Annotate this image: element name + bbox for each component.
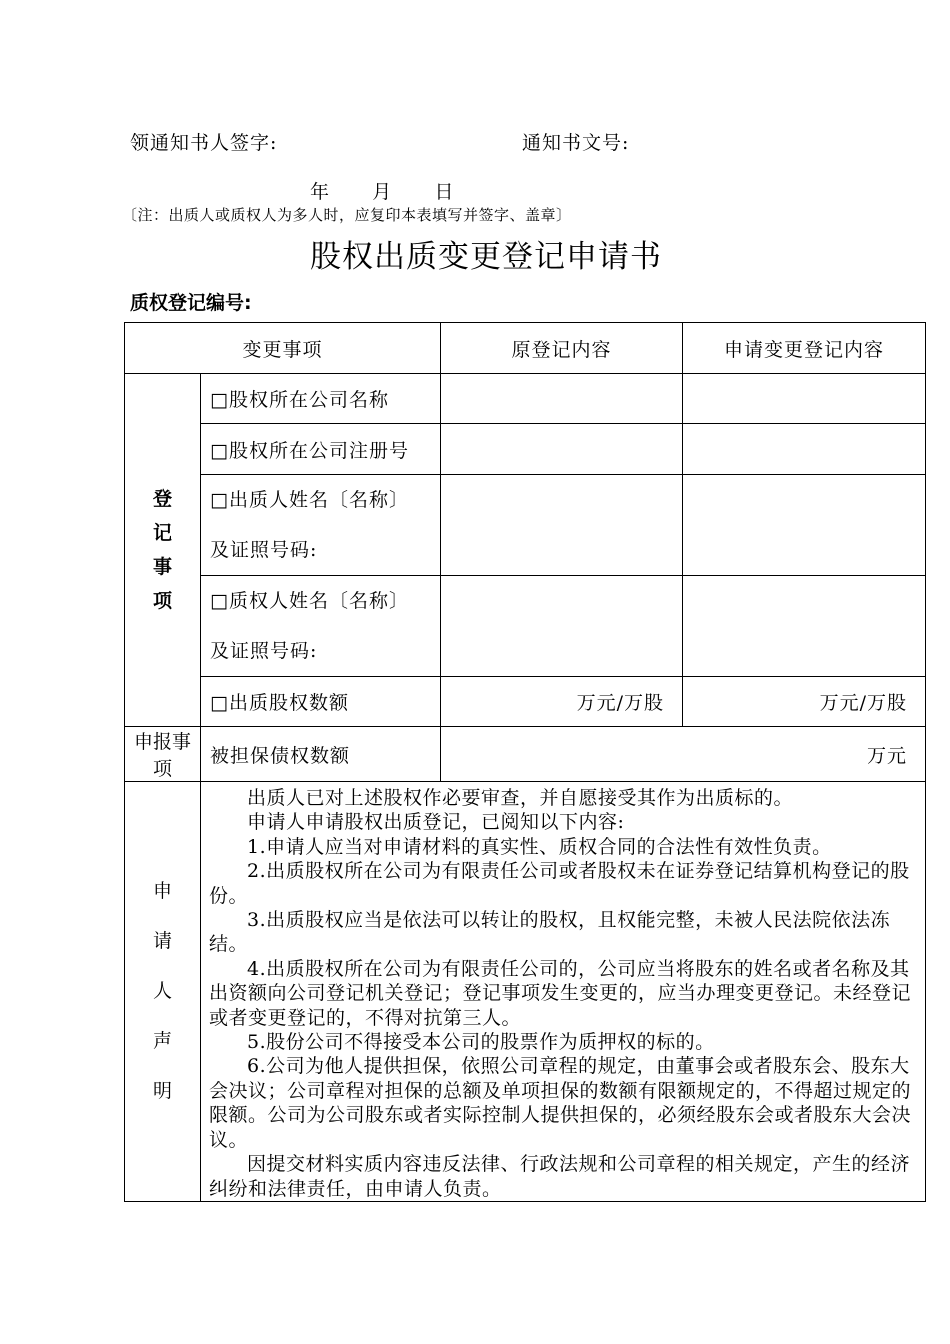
pledged-amount-label: □出质股权数额 [201,677,441,727]
header-new-content: 申请变更登记内容 [683,323,926,374]
header-change-item: 变更事项 [125,323,441,374]
recipient-signature-label: 领通知书人签字: [130,132,278,154]
company-name-new-cell[interactable] [683,374,926,424]
application-form-table [124,322,926,1202]
company-reg-no-new-cell[interactable] [683,424,926,475]
table-row [125,782,926,1202]
pledgee-label: □质权人姓名〔名称〕 及证照号码: [201,576,441,677]
pledged-amount-original-unit[interactable]: 万元/万股 [441,677,683,727]
pledged-amount-new-unit[interactable]: 万元/万股 [683,677,926,727]
declaration-paragraph: 1.申请人应当对申请材料的真实性、质权合同的合法性有效性负责。 [247,835,832,858]
table-row [125,677,926,727]
declaration-paragraph: 申请人申请股权出质登记，已阅知以下内容: [247,811,625,834]
table-header-row [125,323,926,374]
table-row [125,424,926,475]
date-line: 年 月 日 [310,181,455,203]
declaration-paragraph: 5.股份公司不得接受本公司的股票作为质押权的标的。 [247,1031,715,1054]
declaration-paragraph: 6.公司为他人提供担保，依照公司章程的规定，由董事会或者股东会、股东大会决议；公司章程对担保的总额及单项担保的数额有限额规定的，不得超过规定的限额。公司为公司股东或者实际控制人提供担保的，必须经股东会或者股东大会决议。 [209,1055,912,1151]
pledgor-label: □出质人姓名〔名称〕 及证照号码: [201,475,441,576]
secured-debt-label: 被担保债权数额 [201,727,441,782]
table-row [125,576,926,677]
declaration-paragraph: 2.出质股权所在公司为有限责任公司或者股权未在证券登记结算机构登记的股份。 [209,860,910,907]
company-reg-no-label: □股权所在公司注册号 [201,424,441,475]
registration-items-label: 登 记 事 项 [125,374,201,727]
note-text: 〔注：出质人或质权人为多人时，应复印本表填写并签字、盖章〕 [122,206,572,224]
declaration-text [201,782,926,1202]
notice-number-label: 通知书文号: [522,132,630,154]
table-row [125,727,926,782]
pledgee-original-cell[interactable] [441,576,683,677]
pledgor-original-cell[interactable] [441,475,683,576]
table-row [125,475,926,576]
company-reg-no-original-cell[interactable] [441,424,683,475]
pledgee-new-cell[interactable] [683,576,926,677]
company-name-label: □股权所在公司名称 [201,374,441,424]
declaration-paragraph: 出质人已对上述股权作必要审查，并自愿接受其作为出质标的。 [247,787,794,809]
report-item-label: 申报事项 [125,727,201,782]
company-name-original-cell[interactable] [441,374,683,424]
declaration-label: 申 请 人 声 明 [125,782,201,1202]
declaration-paragraph: 因提交材料实质内容违反法律、行政法规和公司章程的相关规定，产生的经济纠纷和法律责任，由申请人负责。 [209,1153,911,1200]
table-row [125,374,926,424]
pledgor-new-cell[interactable] [683,475,926,576]
page-title: 股权出质变更登记申请书 [310,239,662,275]
declaration-paragraph: 4.出质股权所在公司为有限责任公司的，公司应当将股东的姓名或者名称及其出资额向公司登记机关登记；登记事项发生变更的，应当办理变更登记。未经登记或者变更登记的，不得对抗第三人。 [209,957,912,1029]
header-original-content: 原登记内容 [441,323,683,374]
declaration-paragraph: 3.出质股权应当是依法可以转让的股权，且权能完整，未被人民法院依法冻结。 [209,909,891,956]
registration-number-label: 质权登记编号: [130,292,252,314]
secured-debt-unit[interactable]: 万元 [441,727,926,782]
